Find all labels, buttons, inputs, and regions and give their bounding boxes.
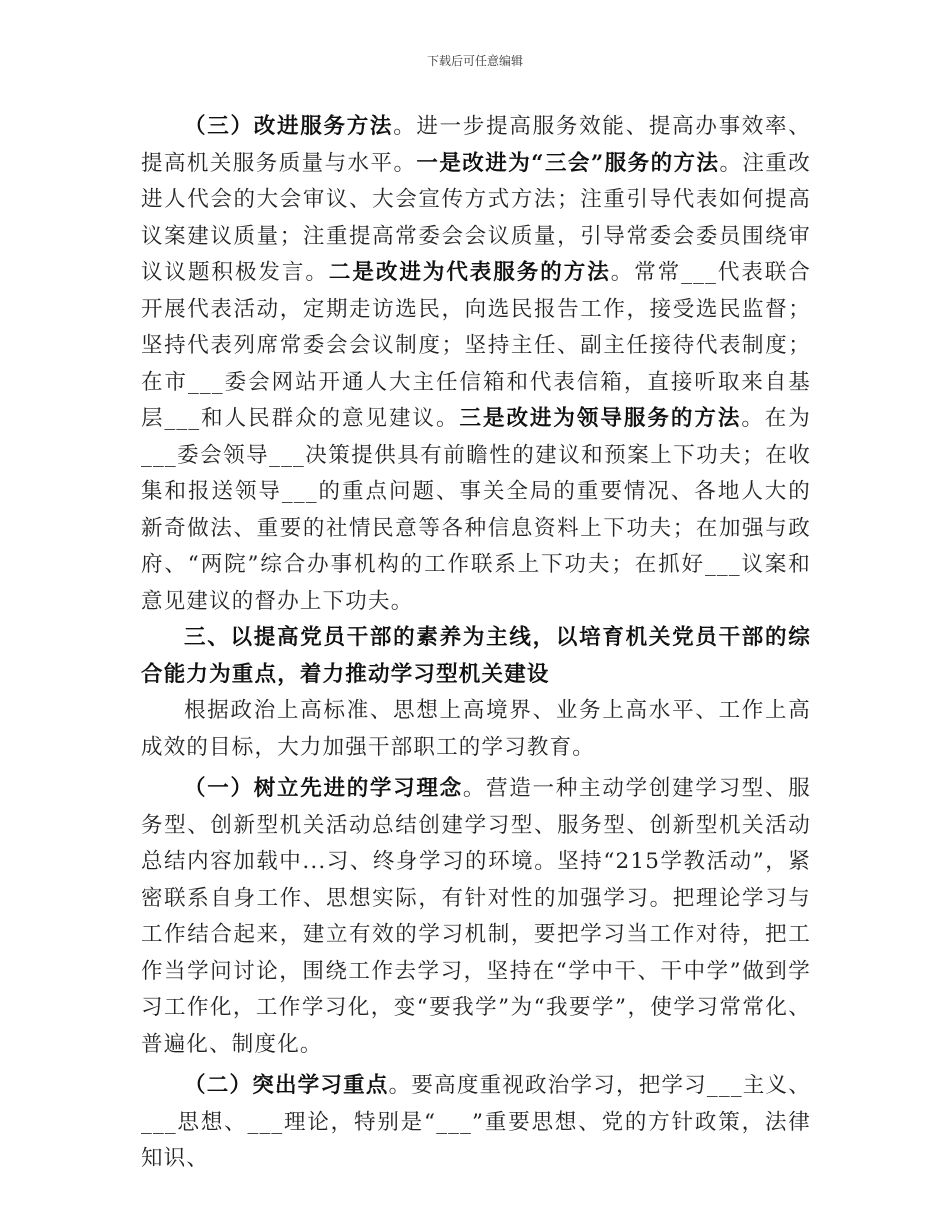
body-text-run: 。进一步提高服务效能、提高办事效率、提高机关服务质量与水平。 [141,114,811,176]
section-heading-text: 三、以提高党员干部的素养为主线，以培育机关党员干部的综合能力为重点，着力推动学习型机关建设 [141,625,811,687]
page-header: 下载后可任意编辑 [426,54,523,68]
section-heading: （二）突出学习重点 [184,1073,389,1098]
bold-lead: 一是改进为“三会”服务的方法 [416,150,720,176]
paragraph-learning-concept [141,771,811,1063]
body-text-run: 。常常___代表联合开展代表活动，定期走访选民，向选民报告工作，接受选民监督；坚持代表列席常委会会议制度；坚持主任、副主任接待代表制度；在市___委会网站开通人大主任信箱和代表信箱，直接听取来自基层___和人民群众的意见建议。 [141,260,811,431]
paragraph-improve-service-methods [141,109,811,620]
bold-lead: 二是改进为代表服务的方法 [328,260,611,285]
body-text-run: 。在为___委会领导___决策提供具有前瞻性的建议和预案上下功夫；在收集和报送领导___的重点问题、事关全局的重要情况、各地人大的新奇做法、重要的社情民意等各种信息资料上下功夫；在加强与政府、“两院”综合办事机构的工作联系上下功夫；在抓好___议案和意见建议的督办上下功夫。 [141,406,811,614]
document-body [141,109,811,1178]
body-text-run: 根据政治上高标准、思想上高境界、业务上高水平、工作上高成效的目标，大力加强干部职工的学习教育。 [141,698,811,760]
section-heading: （三）改进服务方法 [184,114,394,139]
section-three-heading [141,620,811,693]
paragraph-learning-focus [141,1068,811,1178]
bold-lead: 三是改进为领导服务的方法 [459,406,742,431]
body-text-run: 。营造一种主动学创建学习型、服务型、创新型机关活动总结创建学习型、服务型、创新型机关活动总结内容加载中...习、终身学习的环境。坚持“215学教活动”，紧密联系自身工作、思想实际，有针对性的加强学习。把理论学习与工作结合起来，建立有效的学习机制，要把学习当工作对待，把工作当学问讨论，围绕工作去学习，坚持在“学中干、干中学”做到学习工作化，工作学习化，变“要我学”为“我要学”，使学习常常化、普遍化、制度化。 [141,776,811,1057]
section-heading: （一）树立先进的学习理念 [184,776,463,801]
body-text-run: 。注重改进人代会的大会审议、大会宣传方式方法；注重引导代表如何提高议案建议质量；注重提高常委会会议质量，引导常委会委员围绕审议议题积极发言。 [141,150,811,285]
body-text-run: 。要高度重视政治学习，把学习___主义、___思想、___理论，特别是“___”重要思想、党的方针政策，法律知识、 [141,1073,811,1171]
paragraph-learning-goals [141,693,811,766]
